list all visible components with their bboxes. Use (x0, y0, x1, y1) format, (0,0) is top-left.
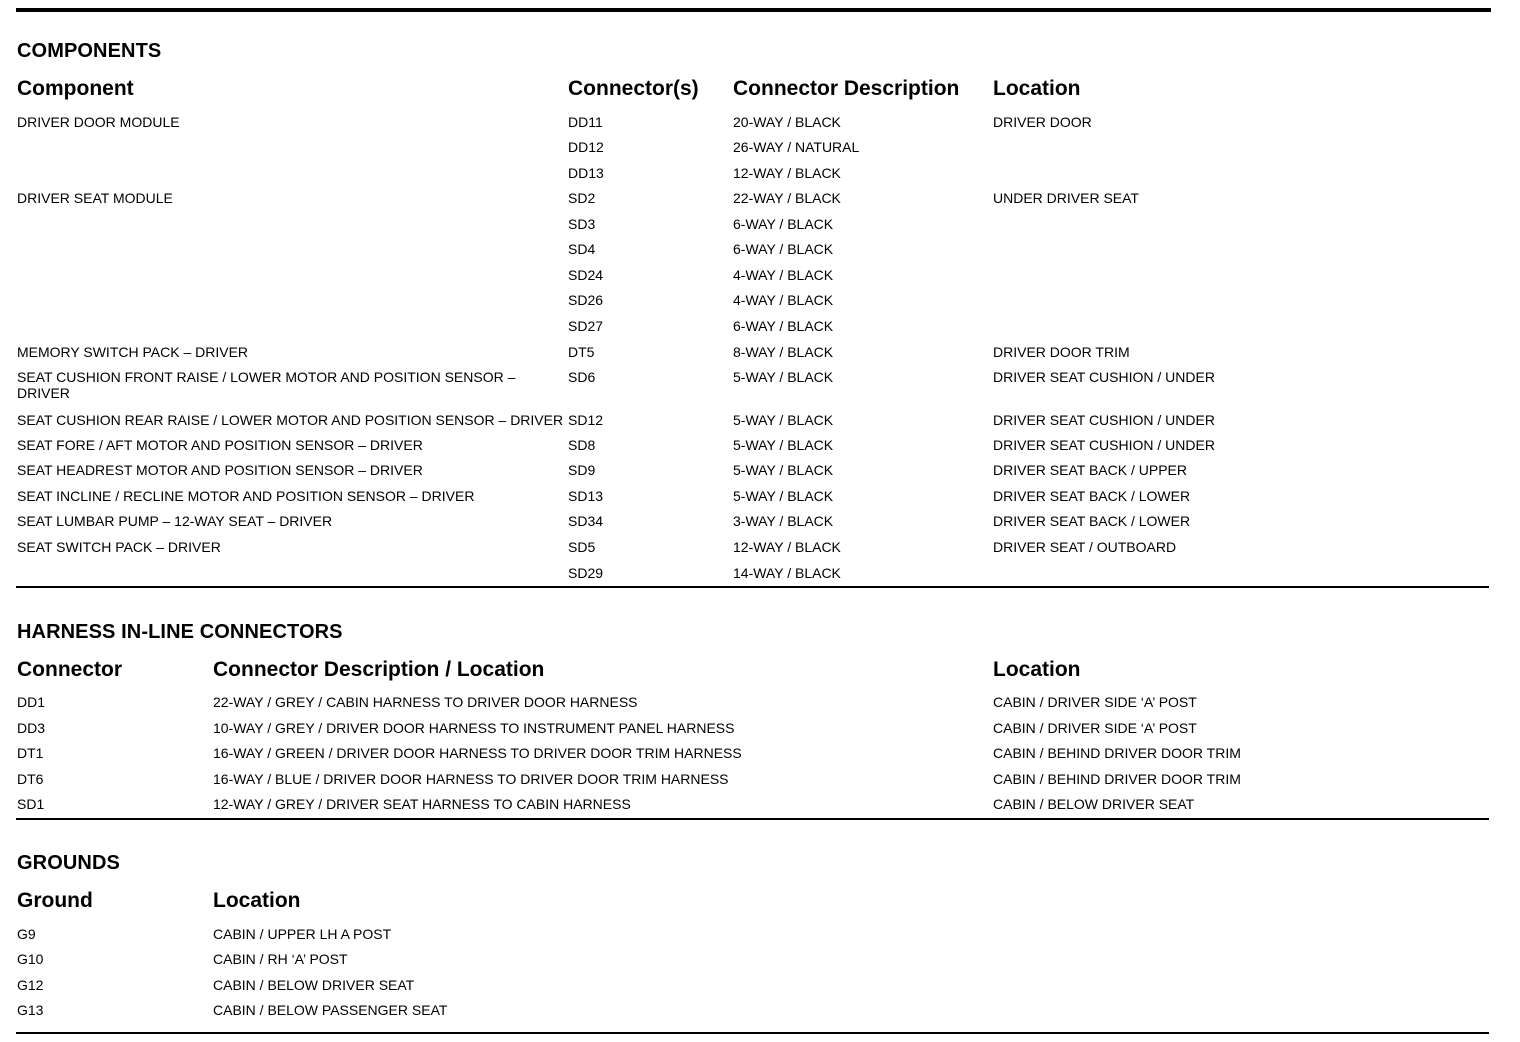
connector-description: 4-WAY / BLACK (733, 267, 834, 283)
component-location: DRIVER SEAT BACK / LOWER (993, 513, 1191, 529)
component-name: SEAT INCLINE / RECLINE MOTOR AND POSITION SENSOR – DRIVER (17, 488, 475, 504)
harness-connector-id: DT1 (17, 745, 44, 761)
harness-description: 10-WAY / GREY / DRIVER DOOR HARNESS TO INSTRUMENT PANEL HARNESS (213, 720, 735, 736)
harness-header-connector: Connector (17, 658, 122, 681)
component-location: UNDER DRIVER SEAT (993, 190, 1139, 206)
component-name: SEAT SWITCH PACK – DRIVER (17, 539, 221, 555)
ground-location: CABIN / BELOW DRIVER SEAT (213, 977, 415, 993)
connector-id: SD3 (568, 216, 596, 232)
components-header-component: Component (17, 77, 134, 100)
connector-description: 5-WAY / BLACK (733, 462, 834, 478)
connector-description: 4-WAY / BLACK (733, 292, 834, 308)
connector-id: SD12 (568, 412, 604, 428)
connector-description: 12-WAY / BLACK (733, 165, 841, 181)
component-name: DRIVER SEAT MODULE (17, 190, 173, 206)
component-location: DRIVER DOOR TRIM (993, 344, 1130, 360)
components-header-connectors: Connector(s) (568, 77, 699, 100)
connector-id: SD26 (568, 292, 604, 308)
ground-location: CABIN / RH ‘A’ POST (213, 951, 348, 967)
connector-description: 5-WAY / BLACK (733, 488, 834, 504)
harness-location: CABIN / DRIVER SIDE ‘A’ POST (993, 720, 1197, 736)
harness-description: 16-WAY / BLUE / DRIVER DOOR HARNESS TO DRIVER DOOR TRIM HARNESS (213, 771, 729, 787)
connector-id: SD2 (568, 190, 596, 206)
harness-connector-id: DD3 (17, 720, 46, 736)
ground-id: G13 (17, 1002, 44, 1018)
top-rule (16, 8, 1491, 12)
connector-description: 3-WAY / BLACK (733, 513, 834, 529)
ground-id: G9 (17, 926, 36, 942)
grounds-title: GROUNDS (17, 852, 120, 874)
harness-description: 16-WAY / GREEN / DRIVER DOOR HARNESS TO DRIVER DOOR TRIM HARNESS (213, 745, 742, 761)
ground-location: CABIN / BELOW PASSENGER SEAT (213, 1002, 448, 1018)
connector-id: SD29 (568, 565, 604, 581)
component-location: DRIVER SEAT CUSHION / UNDER (993, 412, 1215, 428)
component-name: SEAT FORE / AFT MOTOR AND POSITION SENSOR – DRIVER (17, 437, 423, 453)
component-location: DRIVER SEAT BACK / UPPER (993, 462, 1187, 478)
harness-location: CABIN / BELOW DRIVER SEAT (993, 796, 1195, 812)
components-bottom-rule (16, 586, 1489, 588)
ground-location: CABIN / UPPER LH A POST (213, 926, 392, 942)
components-header-description: Connector Description (733, 77, 960, 100)
connector-description: 14-WAY / BLACK (733, 565, 841, 581)
connector-id: SD6 (568, 369, 596, 385)
connector-description: 22-WAY / BLACK (733, 190, 841, 206)
component-name: DRIVER DOOR MODULE (17, 114, 180, 130)
connector-description: 6-WAY / BLACK (733, 318, 834, 334)
component-location: DRIVER SEAT CUSHION / UNDER (993, 369, 1215, 385)
harness-bottom-rule (16, 818, 1489, 820)
component-location: DRIVER SEAT BACK / LOWER (993, 488, 1191, 504)
harness-location: CABIN / BEHIND DRIVER DOOR TRIM (993, 771, 1241, 787)
harness-title: HARNESS IN-LINE CONNECTORS (17, 621, 343, 643)
harness-location: CABIN / BEHIND DRIVER DOOR TRIM (993, 745, 1241, 761)
connector-description: 26-WAY / NATURAL (733, 139, 860, 155)
component-name: SEAT LUMBAR PUMP – 12-WAY SEAT – DRIVER (17, 513, 333, 529)
connector-description: 20-WAY / BLACK (733, 114, 841, 130)
connector-description: 6-WAY / BLACK (733, 241, 834, 257)
connector-id: DT5 (568, 344, 595, 360)
ground-id: G10 (17, 951, 44, 967)
connector-description: 5-WAY / BLACK (733, 437, 834, 453)
connector-description: 5-WAY / BLACK (733, 412, 834, 428)
connector-id: SD34 (568, 513, 604, 529)
harness-description: 22-WAY / GREY / CABIN HARNESS TO DRIVER DOOR HARNESS (213, 694, 638, 710)
connector-id: SD24 (568, 267, 604, 283)
component-location: DRIVER SEAT CUSHION / UNDER (993, 437, 1215, 453)
harness-header-location: Location (993, 658, 1081, 681)
harness-location: CABIN / DRIVER SIDE ‘A’ POST (993, 694, 1197, 710)
harness-connector-id: DT6 (17, 771, 44, 787)
component-location: DRIVER SEAT / OUTBOARD (993, 539, 1177, 555)
grounds-bottom-rule (16, 1032, 1489, 1034)
component-name: SEAT CUSHION FRONT RAISE / LOWER MOTOR AND POSITION SENSOR – DRIVER (17, 369, 516, 401)
harness-description: 12-WAY / GREY / DRIVER SEAT HARNESS TO CABIN HARNESS (213, 796, 631, 812)
ground-id: G12 (17, 977, 44, 993)
connector-id: DD11 (568, 114, 603, 130)
grounds-header-ground: Ground (17, 889, 93, 912)
connector-id: SD9 (568, 462, 596, 478)
harness-connector-id: DD1 (17, 694, 46, 710)
connector-description: 6-WAY / BLACK (733, 216, 834, 232)
connector-description: 12-WAY / BLACK (733, 539, 841, 555)
component-location: DRIVER DOOR (993, 114, 1092, 130)
component-name: SEAT CUSHION REAR RAISE / LOWER MOTOR AND POSITION SENSOR – DRIVER (17, 412, 564, 428)
connector-description: 5-WAY / BLACK (733, 369, 834, 385)
connector-id: SD5 (568, 539, 596, 555)
connector-description: 8-WAY / BLACK (733, 344, 834, 360)
components-title: COMPONENTS (17, 40, 162, 62)
connector-id: SD4 (568, 241, 596, 257)
connector-id: DD12 (568, 139, 604, 155)
component-name: SEAT HEADREST MOTOR AND POSITION SENSOR – DRIVER (17, 462, 423, 478)
grounds-header-location: Location (213, 889, 301, 912)
connector-id: SD13 (568, 488, 604, 504)
harness-connector-id: SD1 (17, 796, 45, 812)
components-header-location: Location (993, 77, 1081, 100)
connector-id: DD13 (568, 165, 604, 181)
connector-id: SD8 (568, 437, 596, 453)
component-name: MEMORY SWITCH PACK – DRIVER (17, 344, 249, 360)
harness-header-description: Connector Description / Location (213, 658, 545, 681)
connector-id: SD27 (568, 318, 604, 334)
